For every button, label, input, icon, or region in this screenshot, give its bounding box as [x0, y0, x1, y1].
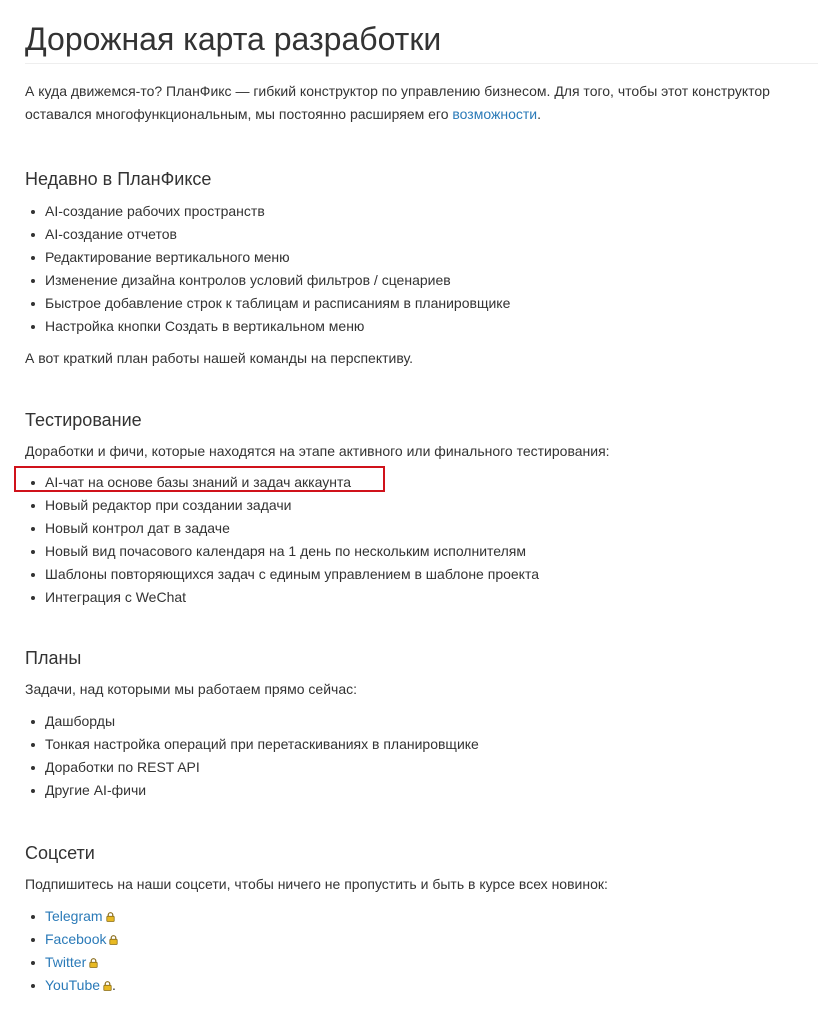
list-item-text: Интеграция с WeChat: [45, 589, 187, 605]
list-item-text: Редактирование вертикального меню: [45, 249, 290, 265]
list-item-text: Доработки по REST API: [45, 759, 200, 775]
bullet-icon: [31, 596, 35, 600]
list-item-text: AI-создание рабочих пространств: [45, 203, 265, 219]
list-item-text: Тонкая настройка операций при перетаскиваниях в планировщике: [45, 736, 479, 752]
plans-description: Задачи, над которыми мы работаем прямо сейчас:: [25, 681, 358, 697]
recent-heading: Недавно в ПланФиксе: [25, 169, 212, 189]
bullet-icon: [31, 550, 35, 554]
telegram-link[interactable]: Telegram: [45, 908, 103, 924]
bullet-icon: [31, 743, 35, 747]
bullet-icon: [31, 527, 35, 531]
capabilities-link[interactable]: возможности: [452, 106, 538, 122]
list-item-text: Другие AI-фичи: [45, 782, 147, 798]
bullet-icon: [31, 789, 35, 793]
list-item-text: Новый вид почасового календаря на 1 день по нескольким исполнителям: [45, 543, 526, 559]
testing-description: Доработки и фичи, которые находятся на этапе активного или финального тестирования:: [25, 443, 610, 459]
bullet-icon: [31, 573, 35, 577]
list-item: [25, 540, 818, 563]
testing-list: [25, 471, 818, 609]
intro-paragraph: [25, 80, 785, 126]
list-item-text: Новый редактор при создании задачи: [45, 497, 292, 513]
bullet-icon: [31, 766, 35, 770]
lock-icon: [109, 935, 118, 945]
list-item-text: Шаблоны повторяющихся задач с единым управлением в шаблоне проекта: [45, 566, 539, 582]
youtube-link[interactable]: YouTube: [45, 977, 101, 993]
bullet-icon: [31, 233, 35, 237]
list-item: [25, 905, 818, 928]
facebook-link[interactable]: Facebook: [45, 931, 107, 947]
bullet-icon: [31, 938, 35, 942]
list-item: [25, 710, 818, 733]
bullet-icon: [31, 256, 35, 260]
intro-end: .: [537, 106, 541, 122]
list-item: [25, 928, 818, 951]
list-item: [25, 951, 818, 974]
bullet-icon: [31, 210, 35, 214]
bullet-icon: [31, 504, 35, 508]
list-item-text: AI-чат на основе базы знаний и задач аккаунта: [45, 474, 352, 490]
twitter-link[interactable]: Twitter: [45, 954, 87, 970]
social-heading: Соцсети: [25, 843, 95, 863]
list-item: [25, 779, 818, 802]
list-item: [25, 563, 818, 586]
list-item-text: Быстрое добавление строк к таблицам и расписаниям в планировщике: [45, 295, 511, 311]
list-item: [25, 246, 818, 269]
list-item: [25, 292, 818, 315]
list-item: [25, 315, 818, 338]
lock-icon: [106, 912, 115, 922]
bullet-icon: [31, 984, 35, 988]
plans-list: [25, 710, 818, 802]
list-item-text: Настройка кнопки Создать в вертикальном меню: [45, 318, 365, 334]
intro-text: А куда движемся-то? ПланФикс — гибкий конструктор по управлению бизнесом. Для того, чтобы этот конструктор оставался многофункциональным, мы постоянно расширяем его: [25, 83, 770, 122]
lock-icon: [89, 958, 98, 968]
recent-list: [25, 200, 818, 338]
bullet-icon: [31, 279, 35, 283]
lock-icon: [103, 981, 112, 991]
list-item: [25, 586, 818, 609]
bullet-icon: [31, 325, 35, 329]
bullet-icon: [31, 961, 35, 965]
social-list: [25, 905, 818, 997]
list-item-text: AI-создание отчетов: [45, 226, 177, 242]
page-content: [25, 0, 818, 997]
list-item: [25, 269, 818, 292]
bullet-icon: [31, 481, 35, 485]
plan-intro: А вот краткий план работы нашей команды на перспективу.: [25, 350, 413, 366]
bullet-icon: [31, 302, 35, 306]
list-item: [25, 494, 818, 517]
list-item: [25, 200, 818, 223]
list-item: [25, 517, 818, 540]
list-item: [25, 223, 818, 246]
bullet-icon: [31, 915, 35, 919]
bullet-icon: [31, 720, 35, 724]
list-item: [25, 974, 818, 997]
list-item: [25, 471, 818, 494]
plans-heading: Планы: [25, 648, 82, 668]
social-description: Подпишитесь на наши соцсети, чтобы ничего не пропустить и быть в курсе всех новинок:: [25, 876, 608, 892]
list-item-text: Изменение дизайна контролов условий фильтров / сценариев: [45, 272, 451, 288]
testing-heading: Тестирование: [25, 410, 142, 430]
list-item: [25, 756, 818, 779]
list-item: [25, 733, 818, 756]
link-suffix: .: [112, 977, 116, 993]
list-item-text: Новый контрол дат в задаче: [45, 520, 230, 536]
list-item-text: Дашборды: [45, 713, 115, 729]
page-title: Дорожная карта разработки: [25, 0, 818, 64]
